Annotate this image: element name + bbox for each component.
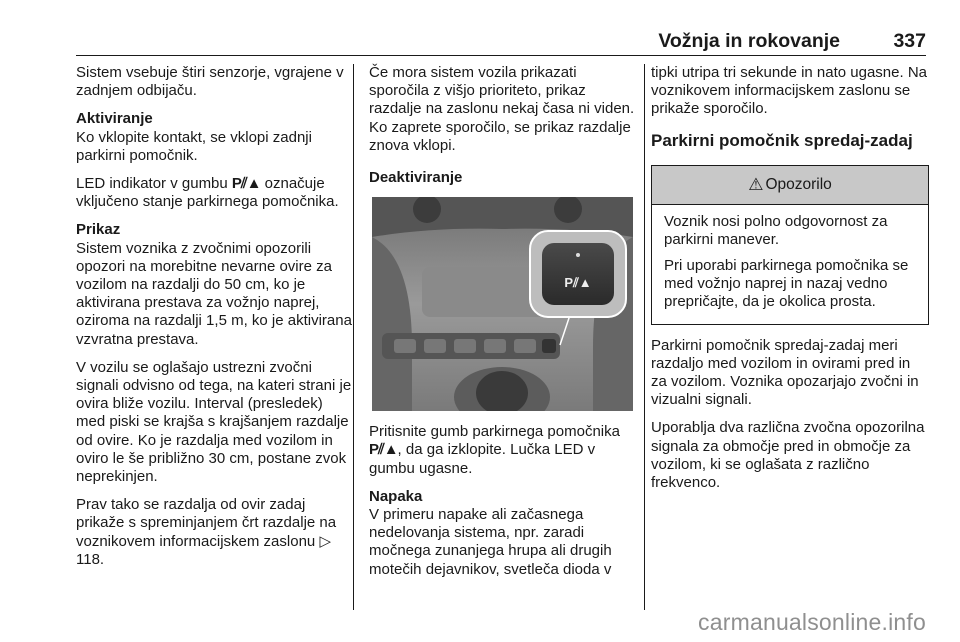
press-text-start: Pritisnite gumb parkirnega pomočnika bbox=[369, 423, 620, 441]
front-rear-paragraph: Parkirni pomočnik spredaj-zadaj meri razdaljo med vozilom in ovirami pred in za vozilom. Voznika opozarjajo zvočni in vizualni signali. bbox=[651, 336, 919, 409]
display-change-paragraph bbox=[76, 496, 352, 569]
led-paragraph bbox=[76, 175, 352, 211]
priority-paragraph: Če mora sistem vozila prikazati sporočila z višjo prioriteto, prikaz razdalje na zaslonu nekaj časa ni viden. Ko zaprete sporočilo, se prikaz razdalje znova vklopi. bbox=[369, 64, 635, 154]
display-heading: Prikaz bbox=[76, 221, 121, 239]
parking-assist-icon: P⫽▲ bbox=[369, 441, 398, 459]
activation-paragraph: Ko vklopite kontakt, se vklopi zadnji parkirni pomočnik. bbox=[76, 128, 312, 164]
two-signals-paragraph: Uporablja dva različna zvočna opozorilna signala za območje pred in območje za vozilom, ki se oglašata z različno frekvenco. bbox=[651, 419, 925, 492]
parking-button-photo bbox=[372, 197, 633, 411]
press-paragraph bbox=[369, 423, 635, 478]
led-text-start: LED indikator v gumbu bbox=[76, 175, 228, 193]
continuation-paragraph: tipki utripa tri sekunde in nato ugasne. Na voznikovem informacijskem zaslonu se prikaže sporočilo. bbox=[651, 64, 927, 118]
column-1 bbox=[76, 64, 352, 579]
page-header bbox=[76, 28, 926, 54]
header-rule bbox=[76, 55, 926, 56]
fault-paragraph: V primeru napake ali začasnega nedelovanja sistema, npr. zaradi močnega zunanjega hrupa ali drugih motečih dejavnikov, svetleča dioda v bbox=[369, 506, 612, 578]
intro-paragraph: Sistem vsebuje štiri senzorje, vgrajene v zadnjem odbijaču. bbox=[76, 64, 344, 100]
led-text-end: označuje vključeno stanje parkirnega pomočnika. bbox=[76, 175, 339, 211]
signals-paragraph: V vozilu se oglašajo ustrezni zvočni signali odvisno od tega, na kateri strani je ovira bliže vozilu. Interval (presledek) med piski se krajša s krajšanjem razdalje od ovire. Ko je razdalja med vozilom in oviro le še približno 30 cm, postane zvok neprekinjen. bbox=[76, 358, 352, 486]
section-heading: Parkirni pomočnik spredaj-zadaj bbox=[651, 130, 913, 150]
warning-body bbox=[652, 205, 928, 324]
warning-header bbox=[652, 166, 928, 205]
column-divider bbox=[353, 64, 354, 610]
column-2 bbox=[369, 64, 635, 589]
page-reference[interactable]: 118. bbox=[76, 550, 105, 568]
activation-heading: Aktiviranje bbox=[76, 110, 153, 128]
fault-heading: Napaka bbox=[369, 487, 423, 505]
parking-assist-icon: P⫽▲ bbox=[564, 275, 592, 291]
warning-box bbox=[651, 165, 929, 325]
warning-paragraph: Voznik nosi polno odgovornost za parkirni manever. bbox=[664, 212, 888, 248]
warning-title: Opozorilo bbox=[765, 175, 832, 193]
press-text-end: , da ga izklopite. Lučka LED v gumbu ugasne. bbox=[369, 441, 596, 477]
display-change-text: Prav tako se razdalja od ovir zadaj prikaže s spreminjanjem črt razdalje na voznikovem informacijskem zaslonu bbox=[76, 496, 337, 550]
page-number: 337 bbox=[893, 30, 926, 52]
column-3 bbox=[651, 64, 929, 502]
warning-triangle-icon: ⚠ bbox=[748, 174, 764, 194]
deactivation-heading: Deaktiviranje bbox=[369, 169, 463, 187]
column-divider bbox=[644, 64, 645, 610]
page-title: Vožnja in rokovanje bbox=[658, 30, 840, 52]
warning-paragraph: Pri uporabi parkirnega pomočnika se med vožnjo naprej in nazaj vedno prepričajte, da je okolica prosta. bbox=[664, 257, 909, 311]
watermark: carmanualsonline.info bbox=[698, 609, 926, 635]
parking-assist-icon: P⫽▲ bbox=[231, 175, 261, 193]
page-reference-triangle-icon: ▷ bbox=[319, 532, 331, 550]
display-paragraph: Sistem voznika z zvočnimi opozorili opozori na morebitne nevarne ovire za vozilom na razdalji do 50 cm, ko je aktivirana prestava za vožnjo naprej, oziroma na razdalji 1,5 m, ko je aktivirana vzvratna prestava. bbox=[76, 239, 352, 348]
